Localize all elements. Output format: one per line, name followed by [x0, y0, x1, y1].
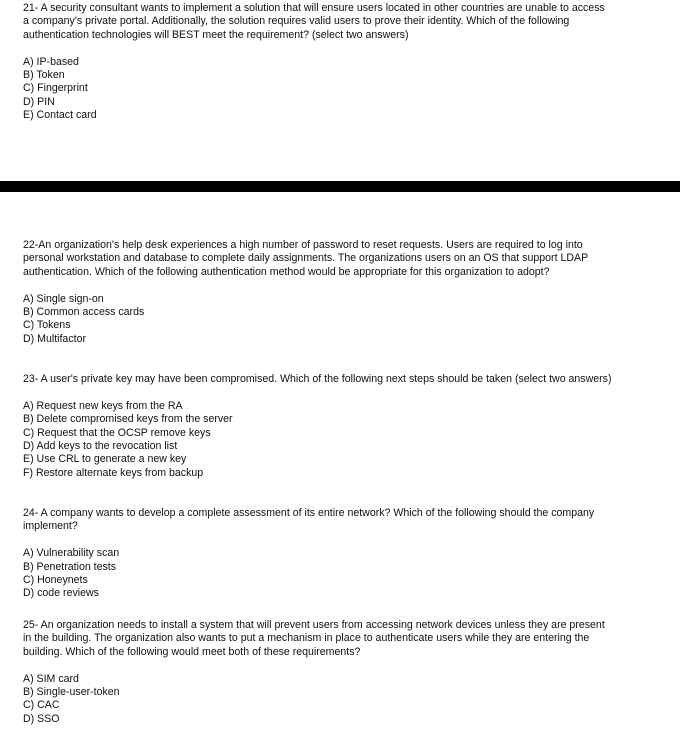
option-d: D) PIN: [23, 95, 55, 108]
option-d: D) Add keys to the revocation list: [23, 440, 178, 453]
option-c: C) Honeynets: [23, 574, 88, 587]
page-divider: [0, 181, 680, 192]
option-b: B) Penetration tests: [23, 560, 117, 573]
question-22: [23, 239, 613, 346]
question-24-options: [23, 547, 613, 601]
question-21: [23, 2, 613, 123]
option-b: B) Common access cards: [23, 306, 145, 319]
question-25-options: [23, 673, 613, 727]
question-21-text: 21- A security consultant wants to implement a solution that will ensure users located in other countries are unable to access a company's private portal. Additionally, the solution requires valid users to prove their identity. Which of the following authentication technologies will BEST meet the requirement? (select two answers): [23, 2, 605, 41]
question-23-options: [23, 400, 613, 480]
option-b: B) Token: [23, 69, 65, 82]
option-a: A) IP-based: [23, 55, 79, 68]
question-23: [23, 373, 613, 480]
question-22-text: 22-An organization's help desk experiences a high number of password to reset requests. Users are required to log into personal workstation and database to complete daily assignments. The organizations users on an OS that support LDAP authentication. Which of the following authentication method would be appropriate for this organization to adopt?: [23, 239, 588, 278]
option-a: A) Single sign-on: [23, 292, 104, 305]
option-b: B) Delete compromised keys from the server: [23, 413, 233, 426]
option-c: C) Fingerprint: [23, 82, 88, 95]
option-a: A) Vulnerability scan: [23, 547, 120, 560]
question-25-text: 25- An organization needs to install a system that will prevent users from accessing network devices unless they are present in the building. The organization also wants to put a mechanism in place to authenticate users while they are entering the building. Which of the following would meet both of these requirements?: [23, 619, 605, 658]
option-c: C) CAC: [23, 699, 60, 712]
question-24-text: 24- A company wants to develop a complete assessment of its entire network? Which of the following should the company implement?: [23, 507, 595, 533]
option-c: C) Request that the OCSP remove keys: [23, 426, 211, 439]
option-f: F) Restore alternate keys from backup: [23, 466, 204, 479]
option-a: A) Request new keys from the RA: [23, 399, 183, 412]
option-d: D) code reviews: [23, 587, 99, 600]
question-23-text: 23- A user's private key may have been compromised. Which of the following next steps should be taken (select two answers): [23, 373, 612, 385]
option-a: A) SIM card: [23, 672, 79, 685]
option-d: D) Multifactor: [23, 332, 86, 345]
option-c: C) Tokens: [23, 319, 71, 332]
question-22-options: [23, 293, 613, 347]
option-b: B) Single-user-token: [23, 686, 120, 699]
option-d: D) SSO: [23, 712, 60, 725]
question-24: [23, 507, 613, 601]
option-e: E) Contact card: [23, 109, 97, 122]
option-e: E) Use CRL to generate a new key: [23, 453, 187, 466]
question-21-options: [23, 56, 613, 123]
question-25: [23, 619, 613, 726]
